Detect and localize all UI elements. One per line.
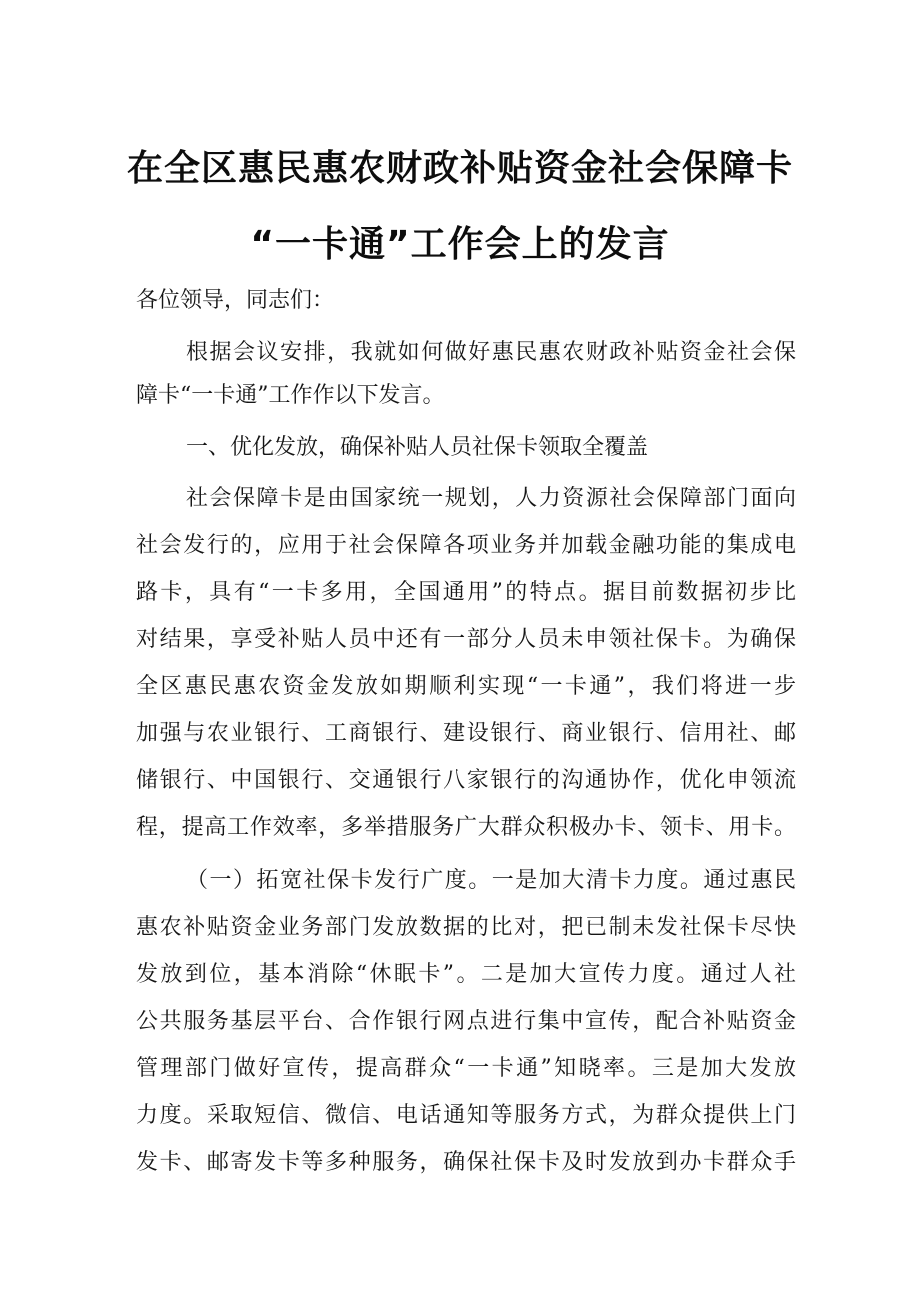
paragraph-3-line-2: 惠农补贴资金业务部门发放数据的比对，把已制未发社保卡尽快 <box>136 915 796 940</box>
paragraph-3-line-3: 发放到位，基本消除“休眠卡”。二是加大宣传力度。通过人社 <box>136 962 796 987</box>
paragraph-2-line-1: 社会保障卡是由国家统一规划，人力资源社会保障部门面向 <box>186 486 796 511</box>
paragraph-2-line-6: 加强与农业银行、工商银行、建设银行、商业银行、信用社、邮 <box>136 721 796 746</box>
section-heading-1: 一、优化发放，确保补贴人员社保卡领取全覆盖 <box>186 435 649 460</box>
paragraph-2-line-3: 路卡，具有“一卡多用，全国通用”的特点。据目前数据初步比 <box>136 580 796 605</box>
paragraph-3-line-5: 管理部门做好宣传，提高群众“一卡通”知晓率。三是加大发放 <box>136 1056 796 1081</box>
paragraph-2-line-8: 程，提高工作效率，多举措服务广大群众积极办卡、领卡、用卡。 <box>136 815 796 840</box>
document-title-line-2: “一卡通”工作会上的发言 <box>250 224 670 265</box>
paragraph-1-line-1: 根据会议安排，我就如何做好惠民惠农财政补贴资金社会保 <box>186 340 796 365</box>
paragraph-3-line-4: 公共服务基层平台、合作银行网点进行集中宣传，配合补贴资金 <box>136 1009 796 1034</box>
salutation: 各位领导，同志们： <box>136 288 335 313</box>
paragraph-3-line-1: （一）拓宽社保卡发行广度。一是加大清卡力度。通过惠民 <box>186 868 796 893</box>
paragraph-3-line-7: 发卡、邮寄发卡等多种服务，确保社保卡及时发放到办卡群众手 <box>136 1150 796 1175</box>
paragraph-2-line-5: 全区惠民惠农资金发放如期顺利实现“一卡通”，我们将进一步 <box>136 674 796 699</box>
paragraph-1-line-2: 障卡“一卡通”工作作以下发言。 <box>136 383 445 408</box>
document-title-line-1: 在全区惠民惠农财政补贴资金社会保障卡 <box>126 148 793 189</box>
paragraph-3-line-6: 力度。采取短信、微信、电话通知等服务方式，为群众提供上门 <box>136 1103 796 1128</box>
paragraph-2-line-4: 对结果，享受补贴人员中还有一部分人员未申领社保卡。为确保 <box>136 627 796 652</box>
paragraph-2-line-7: 储银行、中国银行、交通银行八家银行的沟通协作，优化申领流 <box>136 768 796 793</box>
paragraph-2-line-2: 社会发行的，应用于社会保障各项业务并加载金融功能的集成电 <box>136 533 796 558</box>
